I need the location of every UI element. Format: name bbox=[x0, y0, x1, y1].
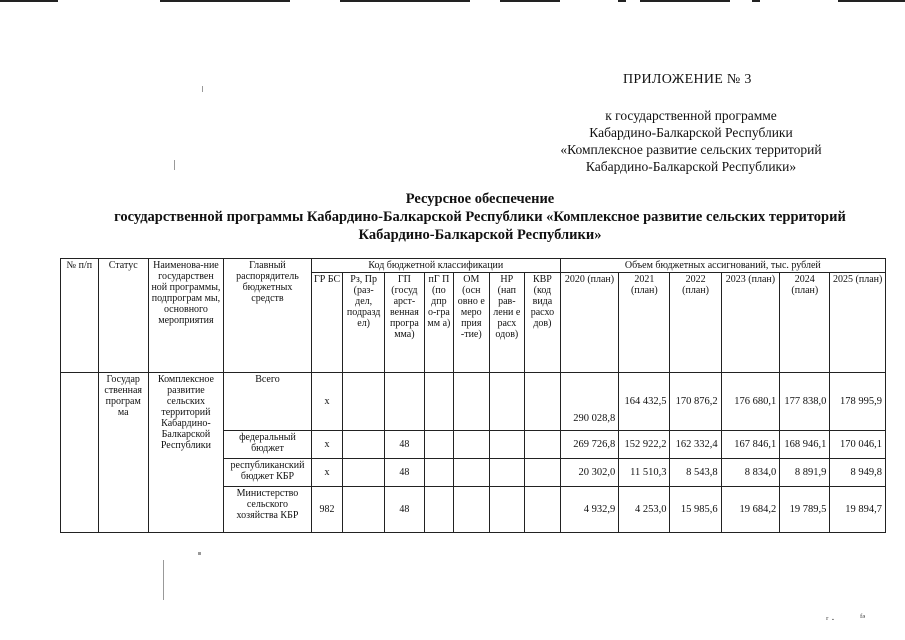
row-pgp bbox=[424, 431, 453, 459]
header-code-kvr: КВР (код вида расхо дов) bbox=[525, 273, 561, 373]
row-rz bbox=[343, 487, 385, 533]
row-nr bbox=[489, 431, 525, 459]
row-om bbox=[454, 487, 490, 533]
row-grbs: 982 bbox=[311, 487, 342, 533]
value-2021: 152 922,2 bbox=[619, 431, 670, 459]
row-kvr bbox=[525, 487, 561, 533]
title-line: Ресурсное обеспечение bbox=[405, 191, 555, 207]
value-2020: 20 302,0 bbox=[560, 459, 619, 487]
row-kvr bbox=[525, 373, 561, 431]
header-num: № п/п bbox=[61, 259, 99, 373]
header-year-2023: 2023 (план) bbox=[721, 273, 780, 373]
header-code-grbs: ГР БС bbox=[311, 273, 342, 373]
row-grbs: х bbox=[311, 373, 342, 431]
scan-line bbox=[838, 0, 905, 2]
header-name: Наименова-ние государствен ной программы, подпрограм мы, основного мероприятия bbox=[148, 259, 223, 373]
header-year-2022: 2022 (план) bbox=[670, 273, 721, 373]
header-code-gp: ГП (госуд арст-венная програ мма) bbox=[385, 273, 425, 373]
header-code-rz: Рз, Пр (раз-дел, подразд ел) bbox=[343, 273, 385, 373]
annex-line: Кабардино-Балкарской Республики» bbox=[585, 159, 797, 174]
row-kvr bbox=[525, 459, 561, 487]
annex-line: Кабардино-Балкарской Республики bbox=[589, 125, 793, 140]
header-status: Статус bbox=[98, 259, 148, 373]
header-code-pgp: пГ П (по дпр о-гра мм а) bbox=[424, 273, 453, 373]
header-volume: Объем бюджетных ассигнований, тыс. рублей bbox=[560, 259, 885, 273]
row-grbs: х bbox=[311, 431, 342, 459]
header-year-2020: 2020 (план) bbox=[560, 273, 619, 373]
row-gp bbox=[385, 373, 425, 431]
scan-line bbox=[160, 0, 290, 2]
row-rz bbox=[343, 459, 385, 487]
row-number bbox=[61, 373, 99, 533]
table-row bbox=[61, 373, 886, 431]
header-row bbox=[61, 259, 886, 273]
row-gp: 48 bbox=[385, 459, 425, 487]
value-2024: 8 891,9 bbox=[780, 459, 830, 487]
value-2022: 8 543,8 bbox=[670, 459, 721, 487]
row-om bbox=[454, 459, 490, 487]
value-2025: 8 949,8 bbox=[830, 459, 886, 487]
scan-speck bbox=[174, 160, 175, 170]
scan-mark: ʳ · bbox=[826, 614, 835, 626]
value-2023: 176 680,1 bbox=[721, 373, 780, 431]
value-2024: 19 789,5 bbox=[780, 487, 830, 533]
scan-speck bbox=[198, 552, 201, 555]
annex-line: к государственной программе bbox=[605, 108, 777, 123]
program-status: Государ ственная програм ма bbox=[98, 373, 148, 533]
value-2021: 11 510,3 bbox=[619, 459, 670, 487]
header-year-2021: 2021 (план) bbox=[619, 273, 670, 373]
value-2020: 4 932,9 bbox=[560, 487, 619, 533]
value-2025: 19 894,7 bbox=[830, 487, 886, 533]
row-nr bbox=[489, 373, 525, 431]
header-code-om: ОМ (осн овно е меро прия -тие) bbox=[454, 273, 490, 373]
row-nr bbox=[489, 459, 525, 487]
row-nr bbox=[489, 487, 525, 533]
row-rz bbox=[343, 373, 385, 431]
row-kvr bbox=[525, 431, 561, 459]
header-year-2025: 2025 (план) bbox=[830, 273, 886, 373]
annex-title: ПРИЛОЖЕНИЕ № 3 bbox=[623, 72, 752, 87]
value-2023: 167 846,1 bbox=[721, 431, 780, 459]
value-2022: 15 985,6 bbox=[670, 487, 721, 533]
title-line: государственной программы Кабардино-Балкарской Республики «Комплексное развитие сельских территорий bbox=[114, 209, 846, 225]
row-gp: 48 bbox=[385, 431, 425, 459]
value-2022: 170 876,2 bbox=[670, 373, 721, 431]
value-2024: 168 946,1 bbox=[780, 431, 830, 459]
value-2025: 178 995,9 bbox=[830, 373, 886, 431]
row-pgp bbox=[424, 459, 453, 487]
value-2020: 290 028,8 bbox=[560, 373, 619, 431]
value-2023: 19 684,2 bbox=[721, 487, 780, 533]
header-code-nr: НР (нап рав-лени е расх одов) bbox=[489, 273, 525, 373]
header-budget-code: Код бюджетной классификации bbox=[311, 259, 560, 273]
row-om bbox=[454, 431, 490, 459]
scan-mark: ᶠᵊ bbox=[860, 612, 866, 624]
value-2022: 162 332,4 bbox=[670, 431, 721, 459]
value-2023: 8 834,0 bbox=[721, 459, 780, 487]
row-manager: Всего bbox=[224, 373, 312, 431]
resource-table bbox=[60, 258, 886, 533]
scan-line bbox=[752, 0, 760, 2]
scan-line bbox=[640, 0, 730, 2]
value-2025: 170 046,1 bbox=[830, 431, 886, 459]
program-name: Комплексное развитие сельских территорий Кабардино-Балкарской Республики bbox=[148, 373, 223, 533]
row-manager: федеральный бюджет bbox=[224, 431, 312, 459]
value-2020: 269 726,8 bbox=[560, 431, 619, 459]
row-pgp bbox=[424, 487, 453, 533]
value-2021: 4 253,0 bbox=[619, 487, 670, 533]
row-gp: 48 bbox=[385, 487, 425, 533]
value-2024: 177 838,0 bbox=[780, 373, 830, 431]
annex-line: «Комплексное развитие сельских территорий bbox=[560, 142, 822, 157]
value-2021: 164 432,5 bbox=[619, 373, 670, 431]
scan-line bbox=[340, 0, 470, 2]
scan-line bbox=[0, 0, 58, 2]
document-title bbox=[60, 190, 900, 244]
row-pgp bbox=[424, 373, 453, 431]
title-line: Кабардино-Балкарской Республики» bbox=[358, 227, 602, 243]
scan-line bbox=[500, 0, 560, 2]
row-om bbox=[454, 373, 490, 431]
row-manager: Министерство сельского хозяйства КБР bbox=[224, 487, 312, 533]
row-manager: республиканский бюджет КБР bbox=[224, 459, 312, 487]
row-grbs: х bbox=[311, 459, 342, 487]
scan-line bbox=[618, 0, 626, 2]
row-rz bbox=[343, 431, 385, 459]
scan-speck bbox=[163, 560, 164, 600]
scan-speck bbox=[202, 86, 203, 92]
annex-subtitle bbox=[536, 107, 846, 175]
header-manager: Главный распорядитель бюджетных средств bbox=[224, 259, 312, 373]
header-year-2024: 2024 (план) bbox=[780, 273, 830, 373]
